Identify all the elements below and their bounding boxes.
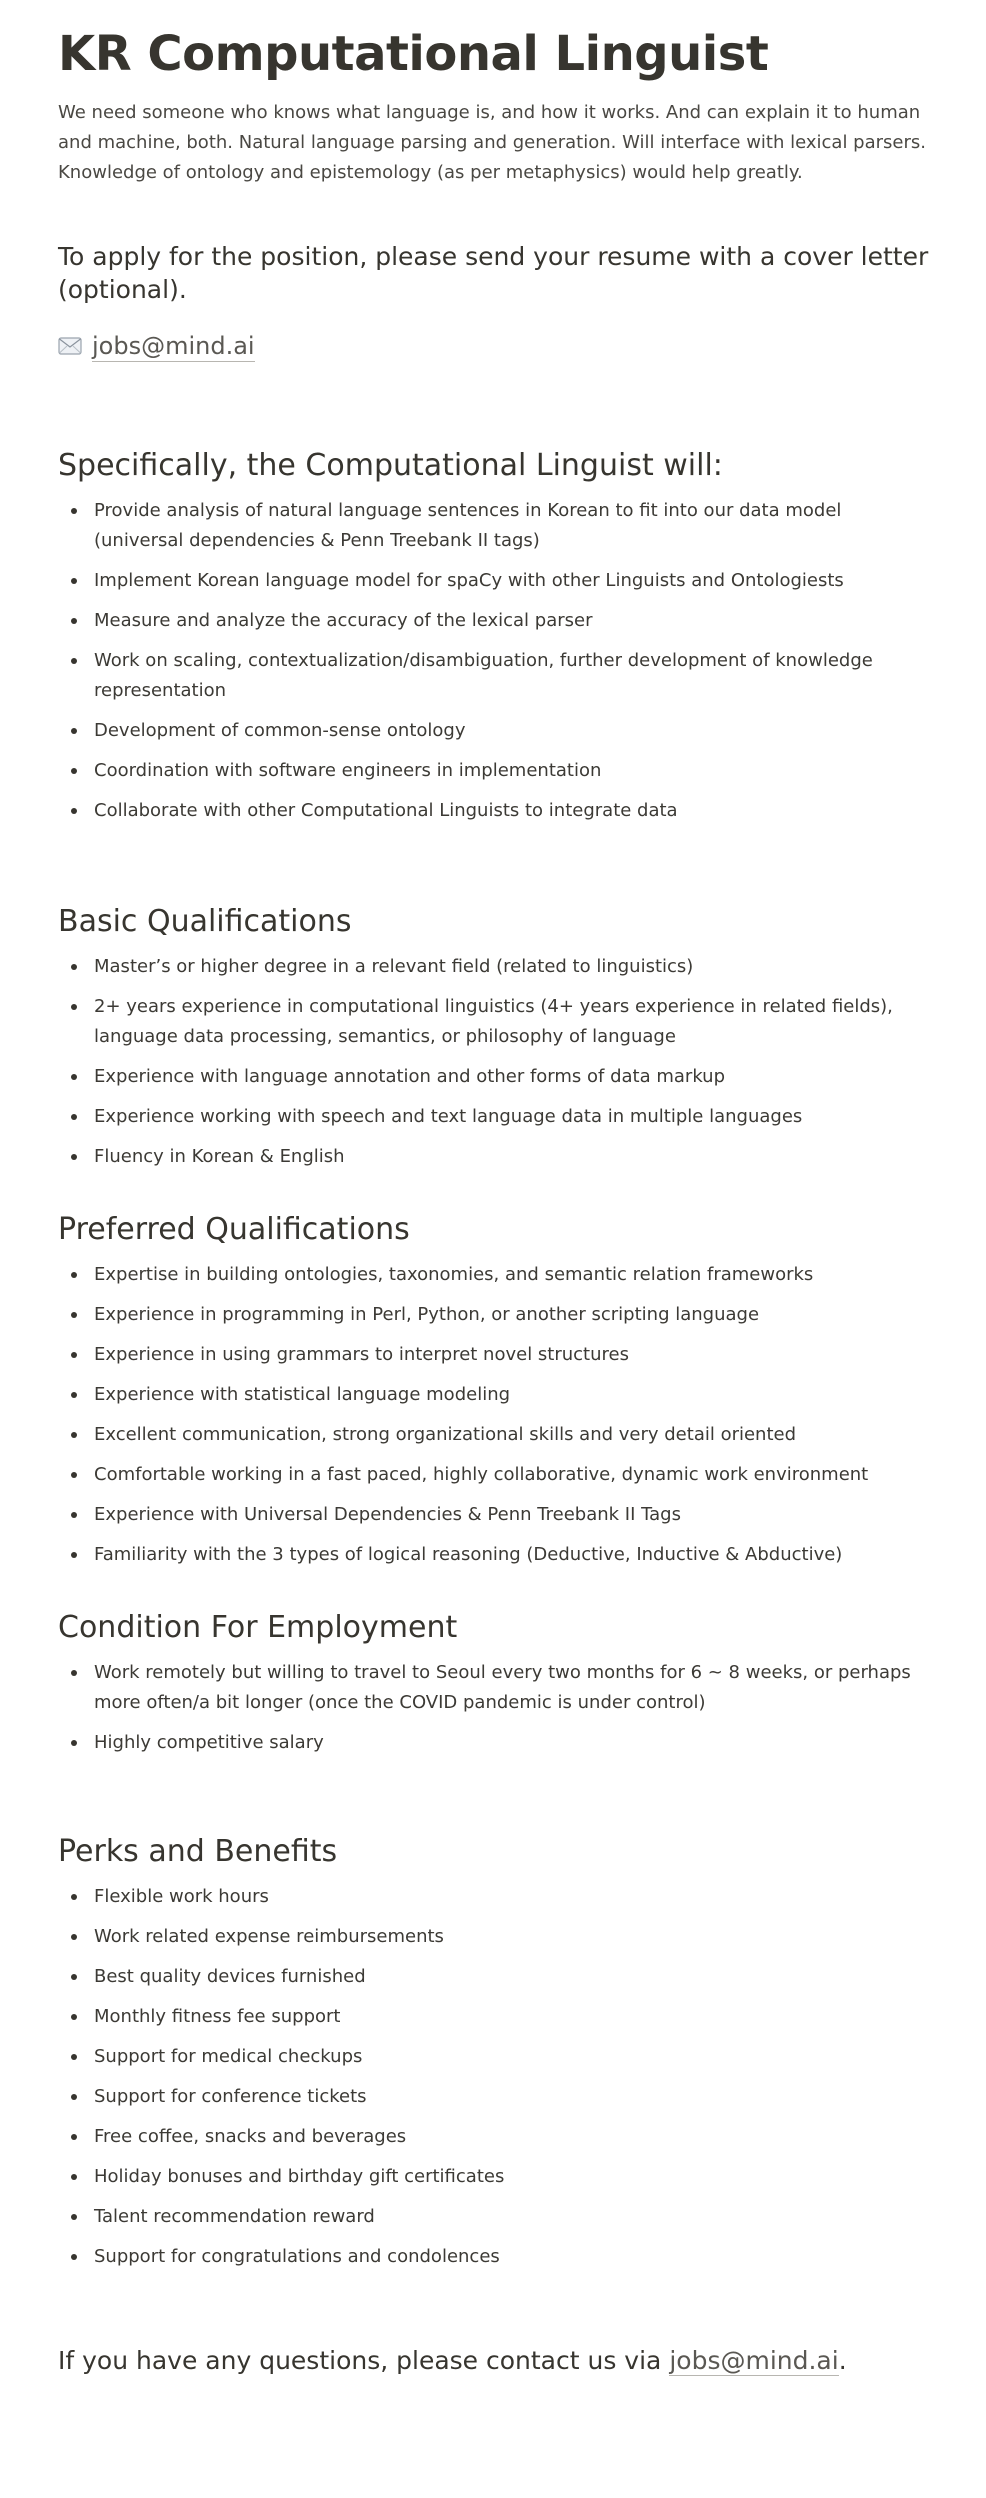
contact-line bbox=[58, 2344, 930, 2377]
section-heading-condition-for-employment: Condition For Employment bbox=[58, 1610, 458, 1645]
list-item: Measure and analyze the accuracy of the lexical parser bbox=[58, 606, 930, 636]
list-item: Experience with Universal Dependencies & Penn Treebank II Tags bbox=[58, 1500, 930, 1530]
list-item: Experience with statistical language modeling bbox=[58, 1380, 930, 1410]
list-item: 2+ years experience in computational linguistics (4+ years experience in related fields), language data processing, semantics, or philosophy of language bbox=[58, 992, 930, 1052]
list-item: Support for congratulations and condolences bbox=[58, 2242, 930, 2272]
list-item: Free coffee, snacks and beverages bbox=[58, 2122, 930, 2152]
list-item: Flexible work hours bbox=[58, 1882, 930, 1912]
list-item: Experience with language annotation and other forms of data markup bbox=[58, 1062, 930, 1092]
list-item: Support for conference tickets bbox=[58, 2082, 930, 2112]
contact-prefix: If you have any questions, please contact us via bbox=[58, 2346, 670, 2375]
apply-heading: To apply for the position, please send your resume with a cover letter (optional). bbox=[58, 242, 929, 304]
list-item: Work related expense reimbursements bbox=[58, 1922, 930, 1952]
section-heading-preferred-qualifications: Preferred Qualifications bbox=[58, 1212, 410, 1247]
list-item: Holiday bonuses and birthday gift certificates bbox=[58, 2162, 930, 2192]
apply-email-link[interactable]: jobs@mind.ai bbox=[92, 331, 255, 360]
list-item: Work remotely but willing to travel to Seoul every two months for 6 ~ 8 weeks, or perhaps more often/a bit longer (once the COVID pandemic is under control) bbox=[58, 1658, 930, 1718]
section-heading-will: Specifically, the Computational Linguist will: bbox=[58, 448, 723, 483]
envelope-icon bbox=[58, 337, 82, 355]
basic-qualifications-list bbox=[58, 952, 930, 1172]
apply-email-row bbox=[58, 326, 930, 366]
list-item: Expertise in building ontologies, taxonomies, and semantic relation frameworks bbox=[58, 1260, 930, 1290]
list-item: Excellent communication, strong organizational skills and very detail oriented bbox=[58, 1420, 930, 1450]
contact-suffix: . bbox=[838, 2346, 847, 2375]
list-item: Collaborate with other Computational Linguists to integrate data bbox=[58, 796, 930, 826]
list-item: Implement Korean language model for spaCy with other Linguists and Ontologiests bbox=[58, 566, 930, 596]
section-heading-basic-qualifications: Basic Qualifications bbox=[58, 904, 352, 939]
list-item: Fluency in Korean & English bbox=[58, 1142, 930, 1172]
list-item: Coordination with software engineers in implementation bbox=[58, 756, 930, 786]
will-list bbox=[58, 496, 930, 826]
list-item: Talent recommendation reward bbox=[58, 2202, 930, 2232]
list-item: Comfortable working in a fast paced, highly collaborative, dynamic work environment bbox=[58, 1460, 930, 1490]
list-item: Master’s or higher degree in a relevant field (related to linguistics) bbox=[58, 952, 930, 982]
list-item: Support for medical checkups bbox=[58, 2042, 930, 2072]
section-heading-perks-and-benefits: Perks and Benefits bbox=[58, 1834, 338, 1869]
list-item: Work on scaling, contextualization/disambiguation, further development of knowledge representation bbox=[58, 646, 930, 706]
list-item: Experience in using grammars to interpret novel structures bbox=[58, 1340, 930, 1370]
list-item: Monthly fitness fee support bbox=[58, 2002, 930, 2032]
preferred-qualifications-list bbox=[58, 1260, 930, 1570]
list-item: Provide analysis of natural language sentences in Korean to fit into our data model (universal dependencies & Penn Treebank II tags) bbox=[58, 496, 930, 556]
list-item: Development of common-sense ontology bbox=[58, 716, 930, 746]
intro-paragraph: We need someone who knows what language is, and how it works. And can explain it to human and machine, both. Natural language parsing and generation. Will interface with lexical parsers. Knowledge of ontology and epistemology (as per metaphysics) would help greatly. bbox=[58, 102, 926, 183]
list-item: Familiarity with the 3 types of logical reasoning (Deductive, Inductive & Abductive) bbox=[58, 1540, 930, 1570]
list-item: Highly competitive salary bbox=[58, 1728, 930, 1758]
list-item: Best quality devices furnished bbox=[58, 1962, 930, 1992]
list-item: Experience working with speech and text language data in multiple languages bbox=[58, 1102, 930, 1132]
perks-list bbox=[58, 1882, 930, 2272]
list-item: Experience in programming in Perl, Python, or another scripting language bbox=[58, 1300, 930, 1330]
page-title: KR Computational Linguist bbox=[58, 26, 769, 82]
contact-email-link[interactable]: jobs@mind.ai bbox=[669, 2346, 839, 2375]
condition-list bbox=[58, 1658, 930, 1758]
